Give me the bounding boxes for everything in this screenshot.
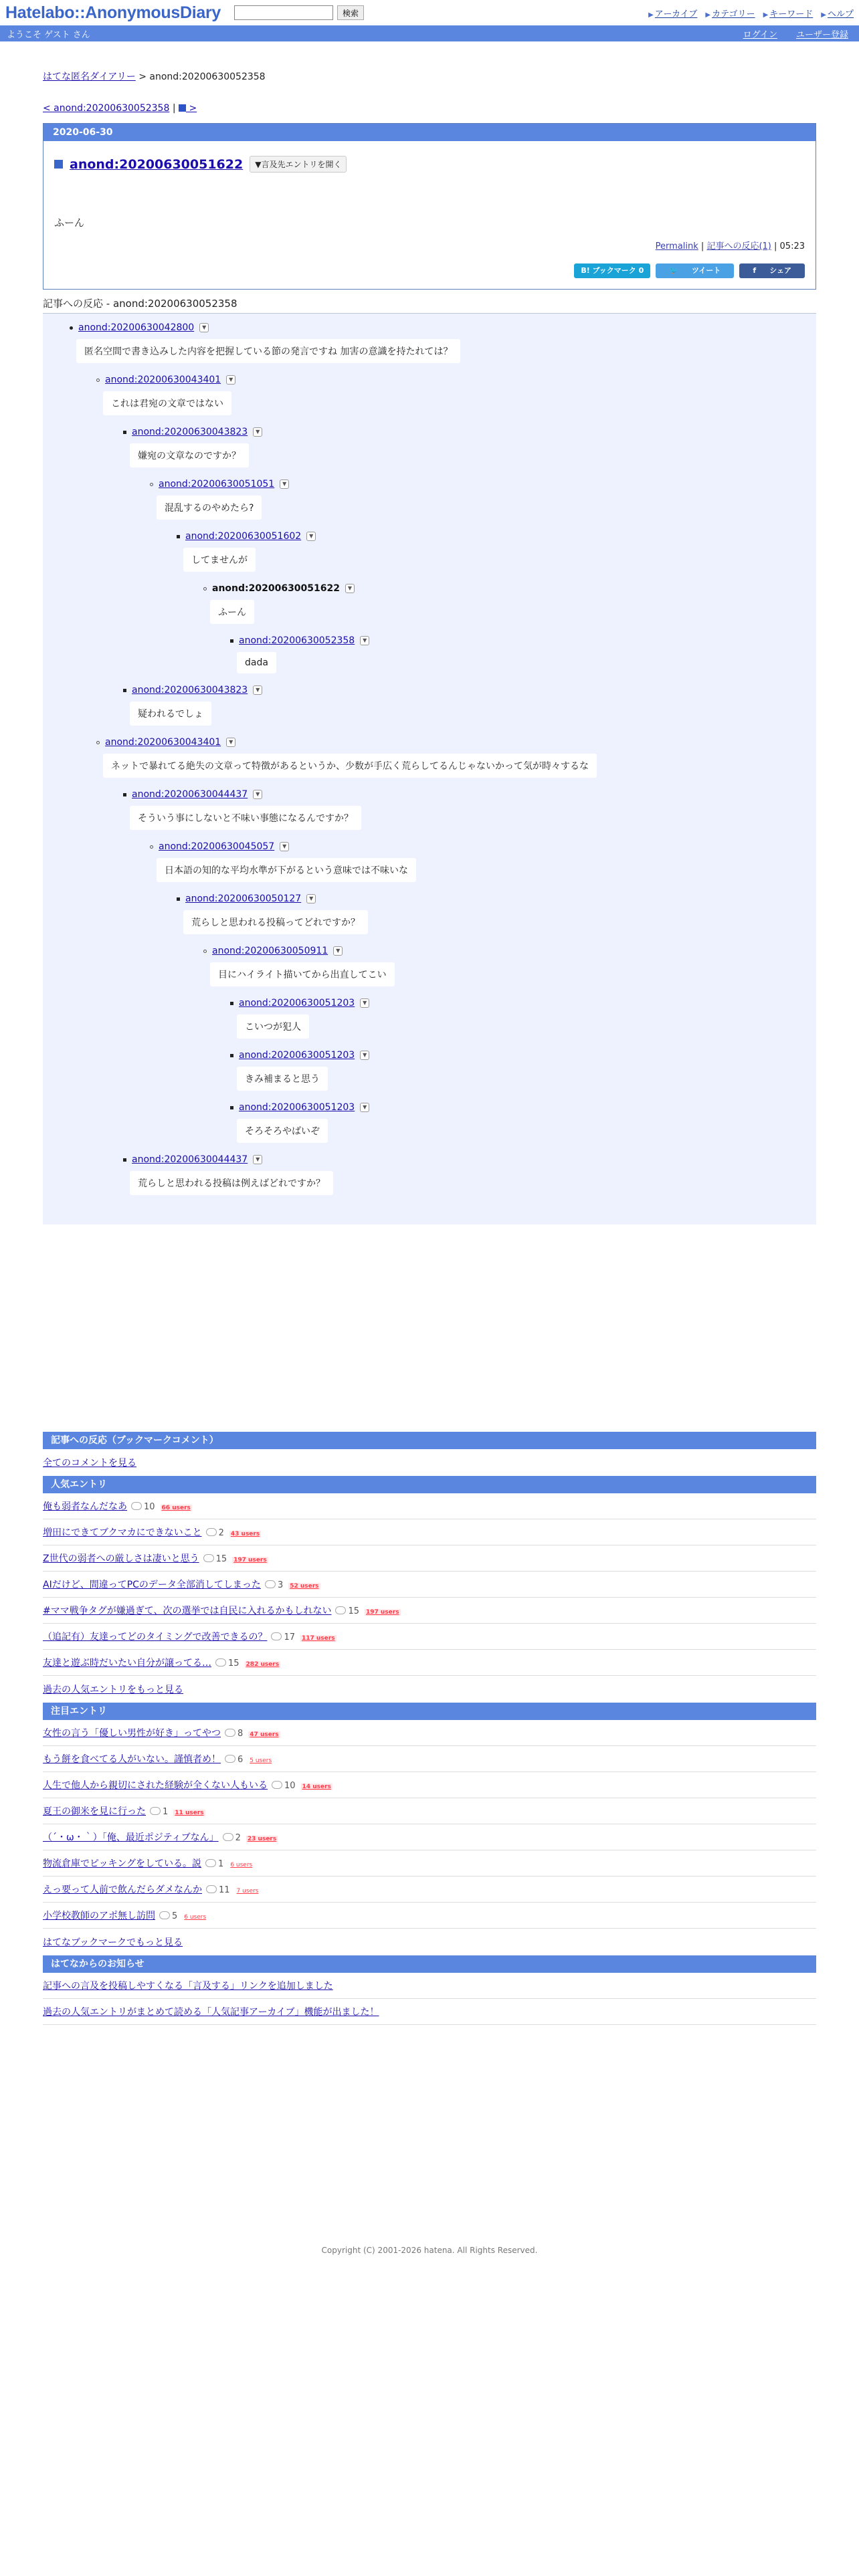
reaction-entry-link[interactable]: anond:20200630050127	[185, 893, 302, 904]
reaction-comment: きみ補まると思う	[237, 1067, 328, 1091]
entry-list-item	[43, 1598, 816, 1624]
comment-count-value: 2	[235, 1833, 241, 1843]
comment-count-value: 1	[218, 1859, 224, 1869]
nav-archive-link[interactable]: アーカイブ	[654, 9, 698, 19]
bookmark-users-badge[interactable]: 43 users	[230, 1531, 260, 1537]
expand-arrow-icon[interactable]: ▼	[226, 375, 235, 385]
bullet-icon	[230, 1106, 233, 1109]
reaction-entry-link[interactable]: anond:20200630043401	[105, 737, 221, 748]
comment-count	[159, 1911, 177, 1921]
comment-count	[150, 1807, 168, 1817]
reaction-link-row	[96, 735, 816, 750]
expand-arrow-icon[interactable]: ▼	[226, 738, 235, 747]
next-entry-link[interactable]	[179, 103, 197, 114]
reaction-entry-link[interactable]: anond:20200630043401	[105, 374, 221, 385]
twitter-icon: 🐦	[669, 266, 678, 275]
bullet-icon	[123, 793, 126, 796]
noteworthy-more-row	[43, 1929, 816, 1955]
entry-list-item	[43, 1903, 816, 1929]
bookmark-users-badge[interactable]: 6 users	[230, 1862, 253, 1868]
expand-arrow-icon[interactable]: ▼	[345, 584, 355, 593]
bullet-icon	[96, 379, 100, 382]
expand-arrow-icon[interactable]: ▼	[306, 894, 316, 903]
entry-meta	[54, 239, 805, 251]
reaction-node	[123, 1152, 816, 1204]
comment-bubble-icon	[265, 1580, 276, 1588]
footer-copyright: Copyright (C) 2001-2026 hatena. All Rights Reserved.	[321, 2246, 538, 2255]
entry-list-item	[43, 1572, 816, 1598]
reaction-comment: ネットで暴れてる絶失の文章って特徴があるというか、少数が手広く荒らしてるんじゃないかって気が時々するな	[103, 754, 597, 778]
reaction-entry-link[interactable]: anond:20200630044437	[132, 1154, 248, 1165]
entry-time: 05:23	[779, 241, 805, 251]
entry-list-link[interactable]: 小学校教師のアポ無し訪問	[43, 1911, 155, 1921]
comment-bubble-icon	[159, 1911, 170, 1919]
breadcrumb-current: anond:20200630052358	[149, 72, 266, 82]
popular-more-row	[43, 1676, 816, 1703]
reaction-entry-link[interactable]: anond:20200630050911	[212, 946, 328, 956]
reaction-comment: 嫌宛の文章なのですか？	[130, 443, 249, 467]
comment-bubble-icon	[225, 1729, 235, 1737]
reaction-entry-link[interactable]: anond:20200630051051	[159, 479, 275, 490]
expand-arrow-icon[interactable]: ▼	[360, 636, 369, 645]
reaction-link-row	[150, 477, 816, 492]
entry-list-link[interactable]: 夏王の御米を見に行った	[43, 1806, 146, 1817]
facebook-icon: f	[753, 266, 757, 275]
entry-list-item	[43, 1519, 816, 1545]
entry-list-item	[43, 1493, 816, 1519]
reaction-link-row	[70, 320, 816, 335]
comment-count	[203, 1554, 227, 1564]
breadcrumb	[43, 70, 816, 83]
expand-arrow-icon[interactable]: ▼	[333, 946, 343, 956]
current-entry-id: anond:20200630051622	[212, 583, 340, 594]
entry-date: 2020-06-30	[43, 124, 816, 141]
bookmark-users-badge[interactable]: 7 users	[236, 1888, 259, 1895]
comment-count	[265, 1580, 283, 1590]
nav-keyword[interactable]	[763, 7, 814, 19]
account-links	[743, 27, 848, 40]
expand-arrow-icon[interactable]: ▼	[360, 1103, 369, 1112]
comment-count-value: 5	[172, 1911, 178, 1921]
news-heading: はてなからのお知らせ	[43, 1955, 816, 1973]
reaction-link-row	[230, 1100, 816, 1115]
reaction-link-row	[203, 581, 816, 596]
reaction-node	[230, 1100, 816, 1152]
tweet-button[interactable]	[656, 263, 734, 278]
reaction-node	[70, 320, 816, 372]
comment-bubble-icon	[215, 1658, 226, 1667]
comment-count	[206, 1885, 230, 1895]
entry-box	[43, 123, 816, 290]
expand-arrow-icon[interactable]: ▼	[360, 1051, 369, 1060]
entry-body	[43, 141, 816, 289]
tweet-label: ツイート	[691, 266, 721, 275]
noteworthy-list	[43, 1720, 816, 1929]
bookmark-users-badge[interactable]: 47 users	[250, 1731, 279, 1738]
comment-count-value: 10	[284, 1781, 296, 1791]
expand-arrow-icon[interactable]: ▼	[253, 790, 262, 799]
reaction-link-row	[123, 425, 816, 439]
reaction-entry-link[interactable]: anond:20200630051203	[239, 1050, 355, 1061]
bullet-icon	[230, 1002, 233, 1005]
welcome-bar	[0, 25, 859, 41]
bullet-icon	[96, 741, 100, 744]
reaction-tree	[43, 314, 816, 1224]
news-item	[43, 1973, 816, 1999]
comment-bubble-icon	[150, 1807, 161, 1815]
comment-count-value: 3	[277, 1580, 284, 1590]
comment-count-value: 15	[215, 1554, 227, 1564]
bullet-icon	[123, 431, 126, 434]
comment-bubble-icon	[206, 1528, 217, 1536]
bullet-icon	[150, 845, 153, 849]
comment-bubble-icon	[206, 1885, 217, 1893]
reaction-entry-link[interactable]: anond:20200630045057	[159, 841, 275, 852]
all-comments-link[interactable]: 全てのコメントを見る	[43, 1458, 136, 1469]
reaction-link-row	[177, 891, 816, 906]
entry-list-item	[43, 1850, 816, 1876]
reaction-node	[230, 633, 816, 683]
search-input[interactable]	[234, 5, 333, 20]
reaction-comment: 荒らしと思われる投稿ってどれですか？	[183, 910, 368, 934]
comment-bubble-icon	[271, 1632, 282, 1640]
entry-list-link[interactable]: 物流倉庫でピッキングをしている。説	[43, 1858, 202, 1869]
bullet-icon	[150, 483, 153, 486]
news-item	[43, 1999, 816, 2025]
square-icon	[179, 104, 186, 112]
entry-title-link[interactable]: anond:20200630051622	[70, 156, 244, 172]
reaction-node	[123, 683, 816, 735]
meta-separator: |	[698, 241, 707, 251]
comment-count	[223, 1833, 241, 1843]
noteworthy-heading: 注目エントリ	[43, 1703, 816, 1720]
comment-bubble-icon	[335, 1606, 346, 1614]
comment-count	[225, 1755, 243, 1765]
reaction-link-row	[230, 1048, 816, 1063]
reaction-link-row	[96, 372, 816, 387]
reaction-node	[150, 477, 816, 529]
expand-arrow-icon[interactable]: ▼	[280, 842, 289, 851]
bookmark-users-badge[interactable]: 197 users	[366, 1609, 399, 1616]
bookmark-users-badge[interactable]: 66 users	[161, 1505, 191, 1511]
reaction-node	[203, 944, 816, 996]
spacer	[43, 1224, 816, 1432]
comment-count-value: 15	[228, 1658, 240, 1669]
bullet-icon	[203, 950, 207, 953]
comment-count-value: 10	[144, 1502, 155, 1512]
bullet-icon	[230, 639, 233, 643]
spacer	[43, 2025, 816, 2246]
entry-list-item	[43, 1772, 816, 1798]
facebook-share-button[interactable]	[739, 263, 805, 278]
entry-list-link[interactable]: 増田にできてブクマカにできないこと	[43, 1527, 202, 1538]
bookmark-users-badge[interactable]: 14 users	[302, 1784, 331, 1790]
triangle-icon: ▶	[705, 11, 711, 19]
comment-bubble-icon	[223, 1833, 233, 1841]
reaction-comment: そういう事にしないと不味い事態になるんですか？	[130, 806, 361, 830]
nav-help[interactable]	[821, 7, 854, 19]
reaction-node	[123, 787, 816, 839]
reactions-heading: 記事への反応 - anond:20200630052358	[43, 296, 816, 314]
entry-list-link[interactable]: もう餅を食べてる人がいない。謹慎者め！	[43, 1754, 221, 1765]
expand-arrow-icon[interactable]: ▼	[280, 479, 289, 489]
bullet-icon	[203, 587, 207, 591]
comment-count	[205, 1859, 223, 1869]
breadcrumb-separator: >	[135, 72, 150, 82]
bullet-icon	[70, 326, 73, 330]
expand-arrow-icon[interactable]: ▼	[253, 427, 262, 437]
nav-keyword-link[interactable]: キーワード	[769, 9, 814, 19]
bullet-icon	[230, 1054, 233, 1057]
triangle-icon: ▶	[821, 11, 826, 19]
facebook-label: シェア	[769, 266, 791, 275]
nav-help-link[interactable]: ヘルプ	[827, 9, 854, 19]
reaction-comment: 匿名空間で書き込みした内容を把握している節の発言ですね 加害の意識を持たれては？	[76, 339, 460, 363]
entry-list-item	[43, 1824, 816, 1850]
entry-pager	[43, 103, 816, 114]
welcome-text: ようこそ ゲスト さん	[7, 29, 90, 40]
entry-list-item	[43, 1746, 816, 1772]
bullet-icon	[123, 689, 126, 692]
entry-title-row	[54, 156, 805, 173]
comment-count-value: 15	[348, 1606, 359, 1616]
reaction-comment: そろそろやばいぞ	[237, 1119, 328, 1143]
bullet-icon	[177, 535, 180, 538]
bookmark-comments-heading: 記事への反応（ブックマークコメント）	[43, 1432, 816, 1449]
reaction-link-row	[230, 633, 816, 648]
site-logo[interactable]: Hatelabo::AnonymousDiary	[5, 3, 221, 22]
comment-bubble-icon	[225, 1755, 235, 1763]
bookmark-users-badge[interactable]: 6 users	[184, 1914, 207, 1921]
comment-bubble-icon	[272, 1781, 282, 1789]
expand-arrow-icon[interactable]: ▼	[253, 685, 262, 695]
reaction-entry-link[interactable]: anond:20200630051203	[239, 998, 355, 1008]
popular-heading: 人気エントリ	[43, 1476, 816, 1493]
bullet-icon	[177, 897, 180, 901]
comment-count-value: 6	[237, 1755, 244, 1765]
meta-separator: |	[771, 241, 780, 251]
bookmark-users-badge[interactable]: 117 users	[302, 1635, 335, 1642]
reaction-entry-link[interactable]: anond:20200630042800	[78, 322, 195, 333]
news-link[interactable]: 過去の人気エントリがまとめて読める「人気記事アーカイブ」機能が出ました！	[43, 2007, 379, 2018]
login-link[interactable]: ログイン	[743, 29, 777, 40]
comment-count-value: 17	[284, 1632, 295, 1642]
comment-count	[335, 1606, 359, 1616]
reaction-comment: こいつが犯人	[237, 1014, 309, 1039]
reaction-comment: してませんが	[183, 548, 256, 572]
reaction-link-row	[203, 944, 816, 958]
entry-list-item	[43, 1798, 816, 1824]
comment-bubble-icon	[205, 1859, 216, 1867]
nav-category-link[interactable]: カテゴリー	[712, 9, 755, 19]
reaction-node	[230, 996, 816, 1048]
comment-count	[271, 1632, 295, 1642]
entry-list-link[interactable]: 人生で他人から親切にされた経験が全くない人もいる	[43, 1780, 268, 1791]
pager-separator: |	[169, 103, 179, 114]
share-buttons	[54, 263, 805, 278]
reaction-comment: 荒らしと思われる投稿は例えばどれですか？	[130, 1171, 333, 1195]
reaction-comment: 混乱するのやめたら?	[157, 496, 262, 520]
reaction-link-row	[230, 996, 816, 1010]
popular-list	[43, 1493, 816, 1676]
search-button[interactable]: 検索	[337, 5, 364, 20]
reaction-node	[230, 1048, 816, 1100]
comment-count	[272, 1781, 296, 1791]
entry-list-link[interactable]: 俺も弱者なんだなあ	[43, 1501, 127, 1512]
search-form	[234, 5, 364, 20]
entry-list-link[interactable]: AIだけど、間違ってPCのデータ全部消してしまった	[43, 1580, 261, 1590]
reaction-comment: dada	[237, 652, 276, 673]
entry-list-item	[43, 1545, 816, 1572]
square-icon	[54, 160, 63, 169]
reaction-link-row	[177, 529, 816, 544]
reaction-comment: 目にハイライト描いてから出直してこい	[210, 962, 395, 986]
bookmark-users-badge[interactable]: 197 users	[233, 1557, 267, 1564]
reaction-link-row	[123, 683, 816, 697]
comment-count	[131, 1502, 155, 1512]
reaction-entry-link[interactable]: anond:20200630044437	[132, 789, 248, 800]
entry-list-item	[43, 1650, 816, 1676]
expand-arrow-icon[interactable]: ▼	[360, 998, 369, 1008]
comment-count-value: 8	[237, 1729, 244, 1739]
reaction-node	[123, 425, 816, 477]
reaction-link-row	[123, 1152, 816, 1167]
top-bar	[0, 0, 859, 25]
entry-list-link[interactable]: 女性の言う「優しい男性が好き」ってやつ	[43, 1728, 221, 1739]
entry-list-link[interactable]: #ママ戦争タグが嫌過ぎて、次の選挙では自民に入れるかもしれない	[43, 1606, 332, 1616]
reaction-node	[96, 372, 816, 425]
reaction-comment: これは君宛の文章ではない	[103, 391, 231, 415]
reaction-comment: 日本語の知的な平均水準が下がるという意味では不味いな	[157, 858, 416, 882]
reaction-link-row	[123, 787, 816, 802]
top-nav	[648, 7, 854, 19]
all-comments-row	[43, 1449, 816, 1476]
entry-list-link[interactable]: 友達と遊ぶ時だいたい自分が譲ってる…	[43, 1658, 211, 1669]
nav-archive[interactable]	[648, 7, 697, 19]
comment-count-value: 2	[218, 1528, 224, 1538]
expand-arrow-icon[interactable]: ▼	[199, 323, 209, 332]
bookmark-users-badge[interactable]: 282 users	[246, 1661, 280, 1668]
reaction-entry-link[interactable]: anond:20200630051203	[239, 1102, 355, 1113]
open-referenced-entry-button[interactable]: ▼言及先エントリを開く	[250, 156, 347, 173]
expand-arrow-icon[interactable]: ▼	[306, 532, 316, 541]
next-entry-label: >	[186, 103, 197, 114]
reaction-node	[150, 839, 816, 891]
entry-list-link[interactable]: （´・ω・｀）「俺、最近ポジティブなん」	[43, 1832, 219, 1843]
reaction-link-row	[150, 839, 816, 854]
nav-category[interactable]	[705, 7, 755, 19]
hatena-bookmark-button[interactable]: B! ブックマーク 0	[574, 263, 650, 278]
comment-count-value: 1	[163, 1807, 169, 1817]
triangle-icon: ▶	[648, 11, 654, 19]
popular-more-link[interactable]: 過去の人気エントリをもっと見る	[43, 1685, 183, 1695]
triangle-icon: ▶	[763, 11, 769, 19]
expand-arrow-icon[interactable]: ▼	[253, 1155, 262, 1164]
reaction-entry-link[interactable]: anond:20200630051602	[185, 531, 302, 542]
comment-count	[206, 1528, 224, 1538]
bookmark-users-badge[interactable]: 5 users	[250, 1757, 272, 1764]
reaction-entry-link[interactable]: anond:20200630043823	[132, 685, 248, 695]
comment-bubble-icon	[203, 1554, 214, 1562]
bookmark-users-badge[interactable]: 52 users	[290, 1583, 319, 1590]
entry-list-item	[43, 1720, 816, 1746]
prev-entry-link[interactable]: < anond:20200630052358	[43, 103, 170, 114]
comment-bubble-icon	[131, 1502, 142, 1510]
reaction-entry-link[interactable]: anond:20200630052358	[239, 635, 355, 646]
comment-count	[225, 1729, 243, 1739]
reaction-node	[203, 581, 816, 633]
entry-text: ふーん	[54, 217, 85, 229]
bookmark-users-badge[interactable]: 11 users	[175, 1810, 204, 1816]
entry-list-link[interactable]: えっ要って人前で飲んだらダメなんか	[43, 1885, 202, 1895]
entry-list-link[interactable]: Z世代の弱者への厳しさは凄いと思う	[43, 1553, 199, 1564]
entry-list-item	[43, 1876, 816, 1903]
bullet-icon	[123, 1158, 126, 1162]
reaction-comment: 疑われるでしょ	[130, 702, 211, 726]
breadcrumb-home[interactable]: はてな匿名ダイアリー	[43, 72, 136, 82]
entry-list-link[interactable]: （追記有）友達ってどのタイミングで改善できるの？	[43, 1632, 268, 1642]
main-content	[0, 70, 859, 2255]
comment-count	[215, 1658, 240, 1669]
comment-count-value: 11	[219, 1885, 230, 1895]
reaction-comment: ふーん	[210, 600, 254, 624]
permalink[interactable]: Permalink	[655, 241, 698, 251]
register-link[interactable]: ユーザー登録	[795, 29, 848, 40]
reaction-node	[96, 735, 816, 787]
news-link[interactable]: 記事への言及を投稿しやすくなる「言及する」リンクを追加しました	[43, 1981, 333, 1992]
reactions-link[interactable]: 記事への反応(1)	[706, 241, 771, 251]
reaction-node	[177, 529, 816, 581]
reaction-entry-link[interactable]: anond:20200630043823	[132, 427, 248, 437]
noteworthy-more-link[interactable]: はてなブックマークでもっと見る	[43, 1937, 183, 1948]
entry-list-item	[43, 1624, 816, 1650]
bookmark-users-badge[interactable]: 23 users	[247, 1836, 277, 1842]
reaction-node	[177, 891, 816, 944]
